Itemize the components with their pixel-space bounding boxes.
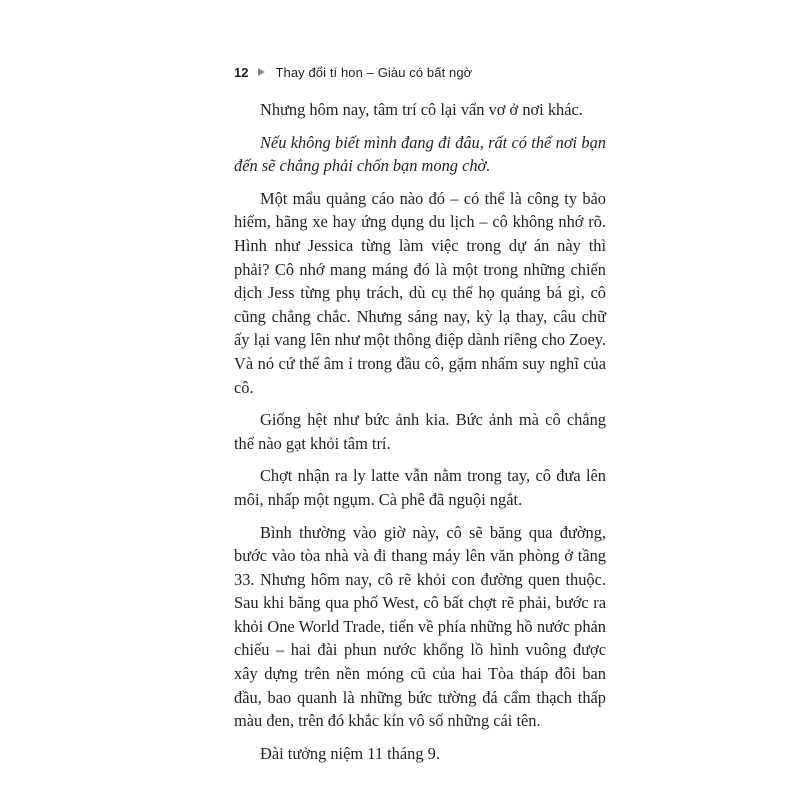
paragraph: Giống hệt như bức ảnh kia. Bức ảnh mà cô chẳng thể nào gạt khỏi tâm trí. bbox=[234, 410, 606, 453]
body-text bbox=[234, 98, 606, 774]
book-title: Thay đổi tí hon – Giàu có bất ngờ bbox=[275, 64, 473, 80]
paragraph: Một mẩu quảng cáo nào đó – có thể là công ty bảo hiểm, hãng xe hay ứng dụng du lịch – cô không nhớ rõ. Hình như Jessica từng làm việc trong dự án này thì phải? Cô nhớ mang máng đó là một trong những chiến dịch Jess từng phụ trách, dù cụ thể họ quảng bá gì, cô cũng chẳng chắc. Nhưng sáng nay, kỳ lạ thay, câu chữ ấy lại vang lên như một thông điệp dành riêng cho Zoey. Và nó cứ thế âm ỉ trong đầu cô, gặm nhấm suy nghĩ của cô. bbox=[234, 188, 606, 397]
page-number: 12 bbox=[234, 64, 249, 80]
paragraph: Bình thường vào giờ này, cô sẽ băng qua đường, bước vào tòa nhà và đi thang máy lên văn phòng ở tầng 33. Nhưng hôm nay, cô rẽ khỏi con đường quen thuộc. Sau khi băng qua phố West, cô bất chợt rẽ phải, bước ra khỏi One World Trade, tiến về phía những hồ nước phản chiếu – hai đài phun nước khổng lồ hình vuông được xây dựng trên nền móng cũ của hai Tòa tháp đôi ban đầu, bao quanh là những bức tường đá cẩm thạch thấp màu đen, trên đó khắc kín vô số những cái tên. bbox=[234, 522, 606, 731]
italic-quote-paragraph: Nếu không biết mình đang đi đâu, rất có thể nơi bạn đến sẽ chẳng phải chốn bạn mong chờ. bbox=[234, 132, 606, 176]
paragraph: Nhưng hôm nay, tâm trí cô lại vẩn vơ ở nơi khác. bbox=[260, 100, 583, 119]
paragraph: Đài tưởng niệm 11 tháng 9. bbox=[260, 743, 440, 763]
running-header bbox=[234, 62, 472, 82]
paragraph: Chợt nhận ra ly latte vẫn nằm trong tay, cô đưa lên môi, nhấp một ngụm. Cà phê đã nguội ngắt. bbox=[234, 466, 606, 509]
triangle-right-icon bbox=[258, 68, 265, 76]
